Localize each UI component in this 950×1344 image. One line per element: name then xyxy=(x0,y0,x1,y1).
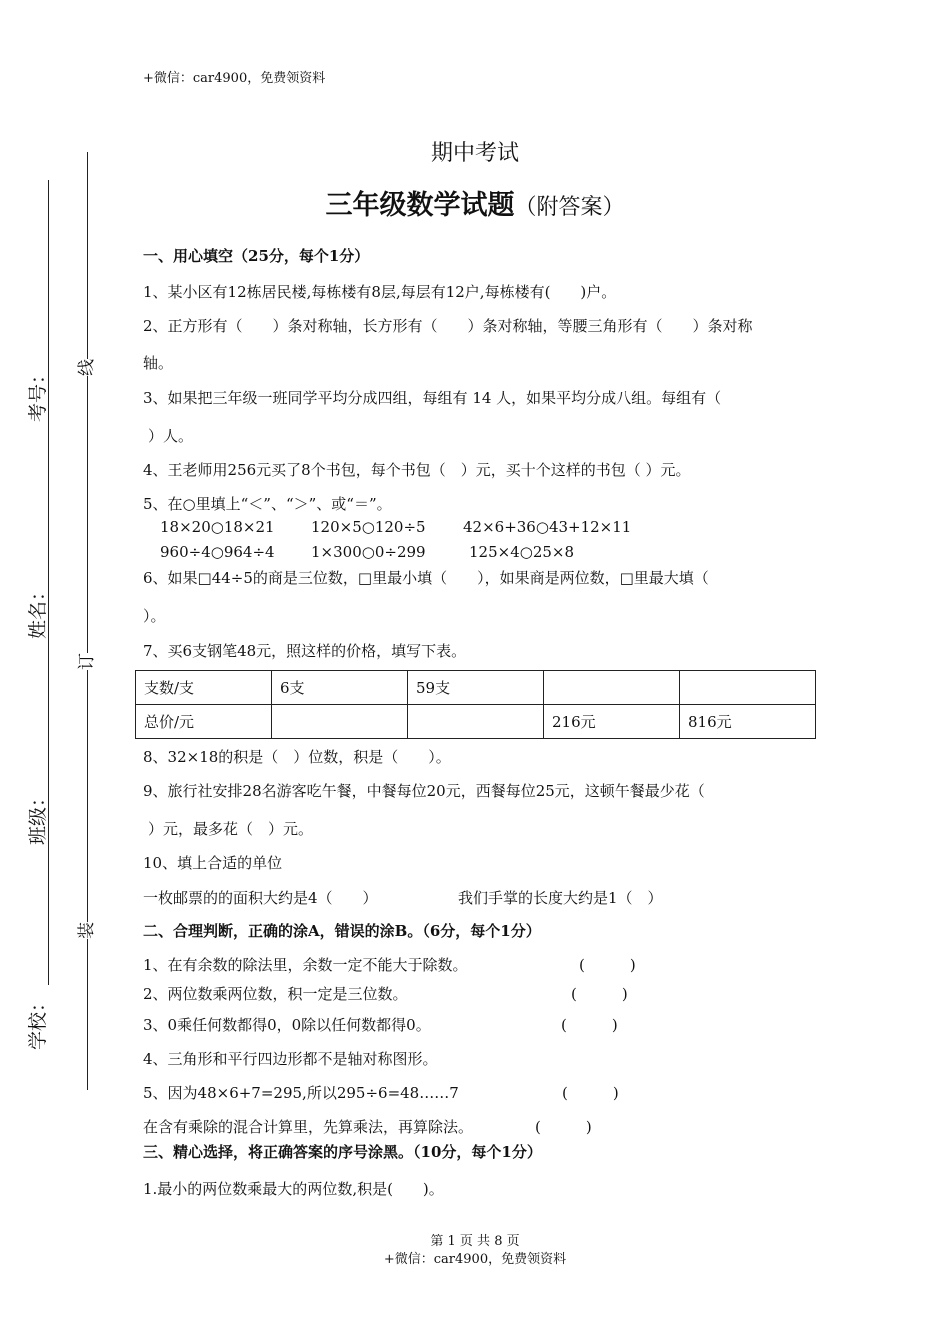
section2-title: 二、合理判断，正确的涂A，错误的涂B。（6分，每个1分） xyxy=(143,922,541,940)
section3-title: 三、精心选择，将正确答案的序号涂黑。（10分，每个1分） xyxy=(143,1143,542,1161)
compare-item: 120×5○120÷5 xyxy=(311,518,426,536)
question-1-6-cont: ）。 xyxy=(143,607,166,625)
main-title-text: 三年级数学试题 xyxy=(325,190,515,221)
compare-item: 125×4○25×8 xyxy=(469,543,575,561)
question-1-10: 10、填上合适的单位 xyxy=(143,854,283,872)
question-1-3: 3、如果把三年级一班同学平均分成四组，每组有 14 人，如果平均分成八组。每组有（ xyxy=(143,389,722,407)
compare-item: 1×300○0÷299 xyxy=(311,543,426,561)
table-cell: 6支 xyxy=(272,671,408,705)
question-1-10-b: 我们手掌的长度大约是1（ ） xyxy=(458,889,663,907)
compare-item: 42×6+36○43+12×11 xyxy=(463,518,632,536)
binding-word-bind: 装 xyxy=(77,922,97,939)
judge-item: 3、0乘任何数都得0，0除以任何数都得0。 xyxy=(143,1016,431,1034)
judge-blank: ( ) xyxy=(562,1084,619,1102)
table-cell xyxy=(680,671,816,705)
binding-word-staple: 订 xyxy=(77,653,97,670)
exam-title: 期中考试 xyxy=(430,141,519,166)
question-1-6: 6、如果□44÷5的商是三位数，□里最小填（ ），如果商是两位数，□里最大填（ xyxy=(143,569,709,587)
question-1-1: 1、某小区有12栋居民楼,每栋楼有8层,每层有12户,每栋楼有( )户。 xyxy=(143,283,617,301)
question-1-5: 5、在○里填上“＜”、“＞”、或“＝”。 xyxy=(143,495,392,513)
margin-label-name: 姓名： xyxy=(27,581,50,640)
question-3-1: 1.最小的两位数乘最大的两位数,积是( )。 xyxy=(143,1180,444,1198)
table-cell xyxy=(272,705,408,739)
judge-item: 1、在有余数的除法里，余数一定不能大于除数。 xyxy=(143,956,468,974)
price-table xyxy=(135,670,816,739)
question-1-7: 7、买6支钢笔48元，照这样的价格，填写下表。 xyxy=(143,642,467,660)
question-1-4: 4、王老师用256元买了8个书包，每个书包（ ）元，买十个这样的书包（ ）元。 xyxy=(143,461,691,479)
table-cell: 总价/元 xyxy=(136,705,272,739)
question-1-10-a: 一枚邮票的的面积大约是4（ ） xyxy=(143,889,378,907)
judge-item: 在含有乘除的混合计算里，先算乘法，再算除法。 xyxy=(143,1118,474,1136)
question-1-9-cont: ）元，最多花（ ）元。 xyxy=(148,820,314,838)
judge-blank: ( ) xyxy=(535,1118,592,1136)
margin-label-school: 学校： xyxy=(27,992,50,1051)
judge-item: 2、两位数乘两位数，积一定是三位数。 xyxy=(143,985,408,1003)
question-1-3-cont: ）人。 xyxy=(148,427,194,445)
section1-title: 一、用心填空（25分，每个1分） xyxy=(143,247,370,265)
table-cell xyxy=(544,671,680,705)
main-title xyxy=(0,183,950,222)
question-1-8: 8、32×18的积是（ ）位数，积是（ ）。 xyxy=(143,748,451,766)
table-row xyxy=(136,671,816,705)
table-cell xyxy=(408,705,544,739)
judge-item: 4、三角形和平行四边形都不是轴对称图形。 xyxy=(143,1050,438,1068)
compare-item: 960÷4○964÷4 xyxy=(160,543,275,561)
question-1-2: 2、正方形有（ ）条对称轴，长方形有（ ）条对称轴，等腰三角形有（ ）条对称 xyxy=(143,317,753,335)
judge-item: 5、因为48×6+7=295,所以295÷6=48……7 xyxy=(143,1084,459,1102)
margin-label-exam-number: 考号： xyxy=(27,364,50,423)
compare-item: 18×20○18×21 xyxy=(160,518,275,536)
judge-blank: ( ) xyxy=(571,985,628,1003)
table-cell: 59支 xyxy=(408,671,544,705)
page-number: 第 1 页 共 8 页 xyxy=(430,1234,520,1249)
question-1-9: 9、旅行社安排28名游客吃午餐，中餐每位20元，西餐每位25元，这顿午餐最少花（ xyxy=(143,782,705,800)
table-row xyxy=(136,705,816,739)
table-cell: 支数/支 xyxy=(136,671,272,705)
judge-blank: ( ) xyxy=(579,956,636,974)
margin-inner-line xyxy=(87,152,88,1090)
binding-word-line: 线 xyxy=(77,359,97,376)
question-1-2-cont: 轴。 xyxy=(143,354,174,372)
footer-note: +微信：car4900，免费领资料 xyxy=(383,1252,567,1267)
margin-label-class: 班级： xyxy=(27,787,50,846)
table-cell: 216元 xyxy=(544,705,680,739)
judge-blank: ( ) xyxy=(561,1016,618,1034)
main-title-suffix: （附答案） xyxy=(514,195,625,220)
table-cell: 816元 xyxy=(680,705,816,739)
header-note: +微信：car4900，免费领资料 xyxy=(143,71,326,86)
